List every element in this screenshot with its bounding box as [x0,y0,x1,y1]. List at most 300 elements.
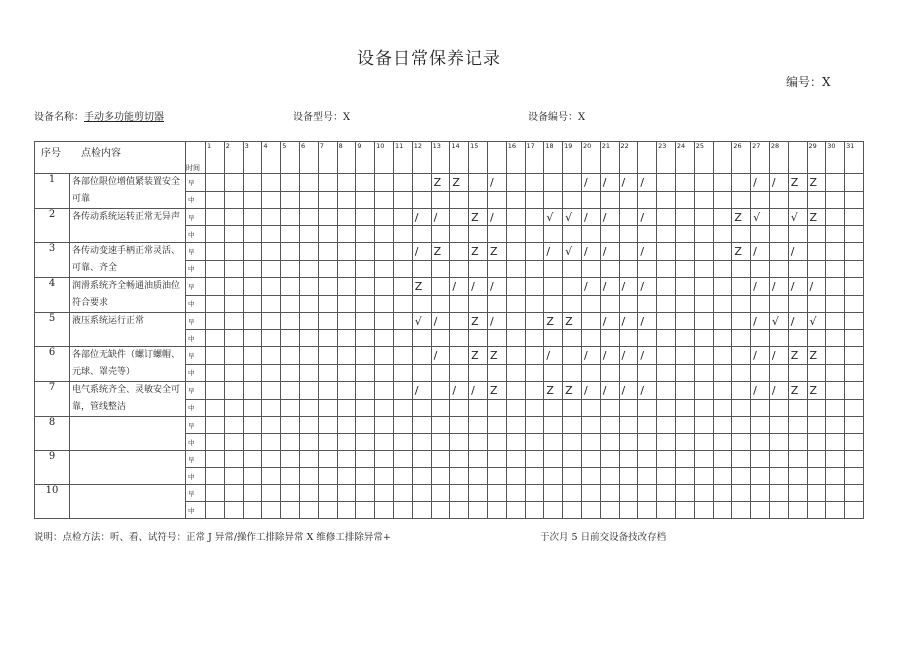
check-cell [826,434,845,451]
day-header: 13 [431,142,450,174]
check-cell [318,364,337,382]
time-header: 时间 [186,142,206,174]
check-cell [337,174,356,192]
check-cell [713,417,732,434]
check-cell [281,364,300,382]
check-cell [563,451,582,468]
check-cell [262,502,281,519]
check-cell [713,295,732,313]
check-cell [751,295,770,313]
check-mark: Z [431,174,450,192]
day-header: 12 [412,142,431,174]
shift-label: 早 [186,347,206,365]
check-cell [375,313,394,330]
day-header: 25 [694,142,713,174]
check-cell [751,417,770,434]
check-mark: / [600,209,619,226]
check-cell [769,295,788,313]
check-cell [657,451,676,468]
check-cell [826,209,845,226]
check-cell [675,399,694,417]
check-cell [469,485,488,502]
check-cell [506,260,525,278]
check-cell [657,502,676,519]
check-cell [845,347,864,365]
check-cell [299,295,318,313]
check-cell [206,434,225,451]
shift-label: 中 [186,502,206,519]
check-mark: / [600,243,619,261]
check-cell [751,226,770,243]
check-mark: / [600,278,619,296]
check-cell [732,502,751,519]
check-cell [525,417,544,434]
check-cell [675,174,694,192]
check-cell [243,313,262,330]
check-mark: / [619,174,638,192]
table-row [35,313,864,330]
check-cell [845,191,864,209]
check-mark: Z [544,382,563,400]
check-cell [375,399,394,417]
day-header: 11 [393,142,412,174]
check-cell [600,191,619,209]
check-cell [694,295,713,313]
check-cell [563,485,582,502]
check-cell [431,485,450,502]
check-cell [581,502,600,519]
check-cell [262,174,281,192]
check-cell [675,347,694,365]
check-cell [544,278,563,296]
check-cell [600,260,619,278]
check-cell [845,278,864,296]
table-row [35,174,864,192]
check-mark: Z [469,243,488,261]
device-number: 设备编号：X [528,112,586,123]
check-cell [318,278,337,296]
check-cell [845,382,864,400]
check-cell [657,485,676,502]
day-header: 30 [826,142,845,174]
device-model: 设备型号：X [293,112,351,123]
check-cell [281,191,300,209]
check-cell [638,434,657,451]
check-cell [469,364,488,382]
check-mark: / [487,209,506,226]
check-cell [487,330,506,347]
check-mark: √ [751,209,770,226]
check-cell [224,243,243,261]
check-cell [563,347,582,365]
check-cell [788,295,807,313]
check-cell [412,364,431,382]
check-cell [619,468,638,485]
check-cell [393,434,412,451]
check-mark: / [450,382,469,400]
check-cell [657,382,676,400]
check-cell [826,330,845,347]
check-mark: / [751,382,770,400]
check-cell [318,191,337,209]
check-cell [845,417,864,434]
check-cell [206,485,225,502]
check-cell [581,399,600,417]
index-header: 序号 [41,148,61,159]
check-mark: Z [732,209,751,226]
check-cell [525,382,544,400]
shift-label: 早 [186,278,206,296]
check-cell [393,468,412,485]
check-mark: Z [487,382,506,400]
check-cell [581,485,600,502]
check-cell [694,468,713,485]
check-cell [356,313,375,330]
day-header: 19 [563,142,582,174]
check-cell [412,347,431,365]
check-cell [675,485,694,502]
check-cell [713,485,732,502]
check-cell [487,451,506,468]
check-cell [694,226,713,243]
check-cell [375,243,394,261]
check-cell [337,451,356,468]
check-cell [751,468,770,485]
check-cell [675,260,694,278]
check-cell [450,364,469,382]
check-cell [224,382,243,400]
check-cell [544,330,563,347]
check-item [70,451,186,485]
check-cell [732,434,751,451]
check-cell [506,347,525,365]
check-mark: / [487,313,506,330]
check-cell [638,399,657,417]
check-cell [243,468,262,485]
check-cell [732,399,751,417]
check-cell [412,295,431,313]
check-cell [487,468,506,485]
table-row [35,209,864,226]
check-mark: / [412,382,431,400]
check-cell [450,347,469,365]
check-cell [431,399,450,417]
check-cell [281,226,300,243]
check-cell [807,226,826,243]
check-cell [243,174,262,192]
check-mark: / [751,347,770,365]
day-header: 23 [657,142,676,174]
check-cell [450,502,469,519]
check-cell [487,295,506,313]
check-cell [281,278,300,296]
day-header: 31 [845,142,864,174]
day-header: 2 [224,142,243,174]
check-cell [393,226,412,243]
check-cell [713,399,732,417]
check-cell [412,451,431,468]
check-cell [393,278,412,296]
check-cell [694,330,713,347]
check-item: 各部位限位增值紧装置安全可靠 [70,174,186,209]
check-cell [224,295,243,313]
check-cell [431,468,450,485]
check-cell [281,295,300,313]
check-cell [412,191,431,209]
check-cell [224,364,243,382]
check-cell [638,364,657,382]
check-cell [243,364,262,382]
check-cell [506,278,525,296]
check-cell [826,260,845,278]
row-index: 5 [35,313,70,347]
check-cell [788,191,807,209]
check-cell [318,313,337,330]
check-cell [638,451,657,468]
check-cell [751,399,770,417]
check-cell [243,451,262,468]
check-cell [732,313,751,330]
check-cell [337,278,356,296]
check-cell [375,434,394,451]
check-cell [375,191,394,209]
check-cell [619,399,638,417]
check-cell [299,434,318,451]
check-cell [393,347,412,365]
check-cell [619,295,638,313]
check-cell [506,451,525,468]
day-header: 29 [807,142,826,174]
check-cell [675,226,694,243]
check-cell [788,417,807,434]
check-cell [525,295,544,313]
header-label-cell [35,142,186,174]
check-cell [769,399,788,417]
check-cell [657,313,676,330]
check-item: 电气系统齐全、灵敏安全可靠，管线整洁 [70,382,186,417]
check-cell [600,399,619,417]
check-cell [469,417,488,434]
check-cell [506,174,525,192]
check-mark: √ [563,243,582,261]
check-cell [675,451,694,468]
check-mark: / [769,347,788,365]
check-cell [694,209,713,226]
check-mark: Z [412,278,431,296]
check-cell [262,313,281,330]
check-cell [431,278,450,296]
check-cell [788,330,807,347]
check-cell [675,295,694,313]
check-cell [713,451,732,468]
check-cell [206,364,225,382]
day-header: 14 [450,142,469,174]
check-mark: / [487,278,506,296]
day-header: 16 [506,142,525,174]
check-cell [600,295,619,313]
check-cell [262,451,281,468]
check-cell [694,364,713,382]
check-cell [337,502,356,519]
check-cell [469,502,488,519]
check-cell [506,313,525,330]
check-cell [525,502,544,519]
check-cell [600,330,619,347]
check-cell [375,174,394,192]
check-cell [563,278,582,296]
day-header: 15 [469,142,488,174]
check-mark: / [638,278,657,296]
check-cell [694,243,713,261]
check-cell [281,485,300,502]
check-cell [281,382,300,400]
check-cell [506,295,525,313]
check-cell [393,174,412,192]
check-cell [318,502,337,519]
check-cell [318,434,337,451]
check-cell [619,434,638,451]
check-cell [845,260,864,278]
check-cell [506,330,525,347]
check-cell [563,417,582,434]
check-cell [262,468,281,485]
shift-label: 早 [186,209,206,226]
check-cell [826,313,845,330]
check-cell [206,468,225,485]
check-cell [694,278,713,296]
check-mark: / [769,278,788,296]
check-cell [826,417,845,434]
check-cell [619,330,638,347]
shift-label: 中 [186,295,206,313]
check-cell [450,330,469,347]
check-cell [224,485,243,502]
check-mark: / [638,347,657,365]
check-cell [619,364,638,382]
check-cell [506,417,525,434]
check-cell [713,347,732,365]
check-cell [469,330,488,347]
check-cell [356,502,375,519]
check-cell [318,485,337,502]
check-cell [487,485,506,502]
check-cell [506,485,525,502]
check-cell [393,399,412,417]
check-cell [751,260,770,278]
check-cell [356,174,375,192]
check-cell [281,313,300,330]
check-cell [788,434,807,451]
check-cell [563,174,582,192]
day-header [788,142,807,174]
check-cell [393,485,412,502]
check-cell [638,191,657,209]
check-cell [506,468,525,485]
check-cell [619,243,638,261]
row-index: 9 [35,451,70,485]
shift-label: 中 [186,364,206,382]
check-cell [356,260,375,278]
check-cell [375,451,394,468]
check-cell [224,502,243,519]
check-cell [657,174,676,192]
check-cell [469,451,488,468]
row-index: 4 [35,278,70,313]
check-cell [675,209,694,226]
check-cell [581,260,600,278]
check-cell [845,434,864,451]
day-header: 7 [318,142,337,174]
check-cell [375,209,394,226]
day-header: 10 [375,142,394,174]
check-cell [337,330,356,347]
day-header: 5 [281,142,300,174]
table-row [35,278,864,296]
check-cell [487,191,506,209]
check-mark: / [751,243,770,261]
check-cell [675,243,694,261]
check-cell [356,278,375,296]
check-cell [638,485,657,502]
check-cell [713,191,732,209]
day-header: 26 [732,142,751,174]
check-cell [788,468,807,485]
check-mark: √ [788,209,807,226]
check-cell [469,434,488,451]
check-cell [375,417,394,434]
check-mark: / [581,209,600,226]
check-mark: / [769,382,788,400]
check-cell [299,468,318,485]
serial-number: 编号：X [786,75,831,89]
check-cell [657,434,676,451]
check-cell [337,260,356,278]
check-cell [506,191,525,209]
check-cell [375,260,394,278]
check-cell [845,226,864,243]
check-cell [262,226,281,243]
check-cell [224,191,243,209]
check-cell [431,434,450,451]
check-cell [807,451,826,468]
check-cell [281,434,300,451]
check-cell [262,485,281,502]
check-cell [845,330,864,347]
day-header: 28 [769,142,788,174]
check-cell [619,502,638,519]
check-cell [243,260,262,278]
check-cell [375,468,394,485]
check-mark: / [638,313,657,330]
day-header: 9 [356,142,375,174]
check-cell [393,451,412,468]
check-cell [563,191,582,209]
check-cell [506,382,525,400]
check-cell [581,313,600,330]
check-cell [375,330,394,347]
check-cell [281,502,300,519]
check-cell [563,399,582,417]
check-cell [563,330,582,347]
check-cell [356,485,375,502]
check-cell [826,191,845,209]
check-cell [450,260,469,278]
check-cell [657,295,676,313]
check-cell [356,417,375,434]
check-cell [243,226,262,243]
check-mark: √ [769,313,788,330]
check-mark: / [450,278,469,296]
